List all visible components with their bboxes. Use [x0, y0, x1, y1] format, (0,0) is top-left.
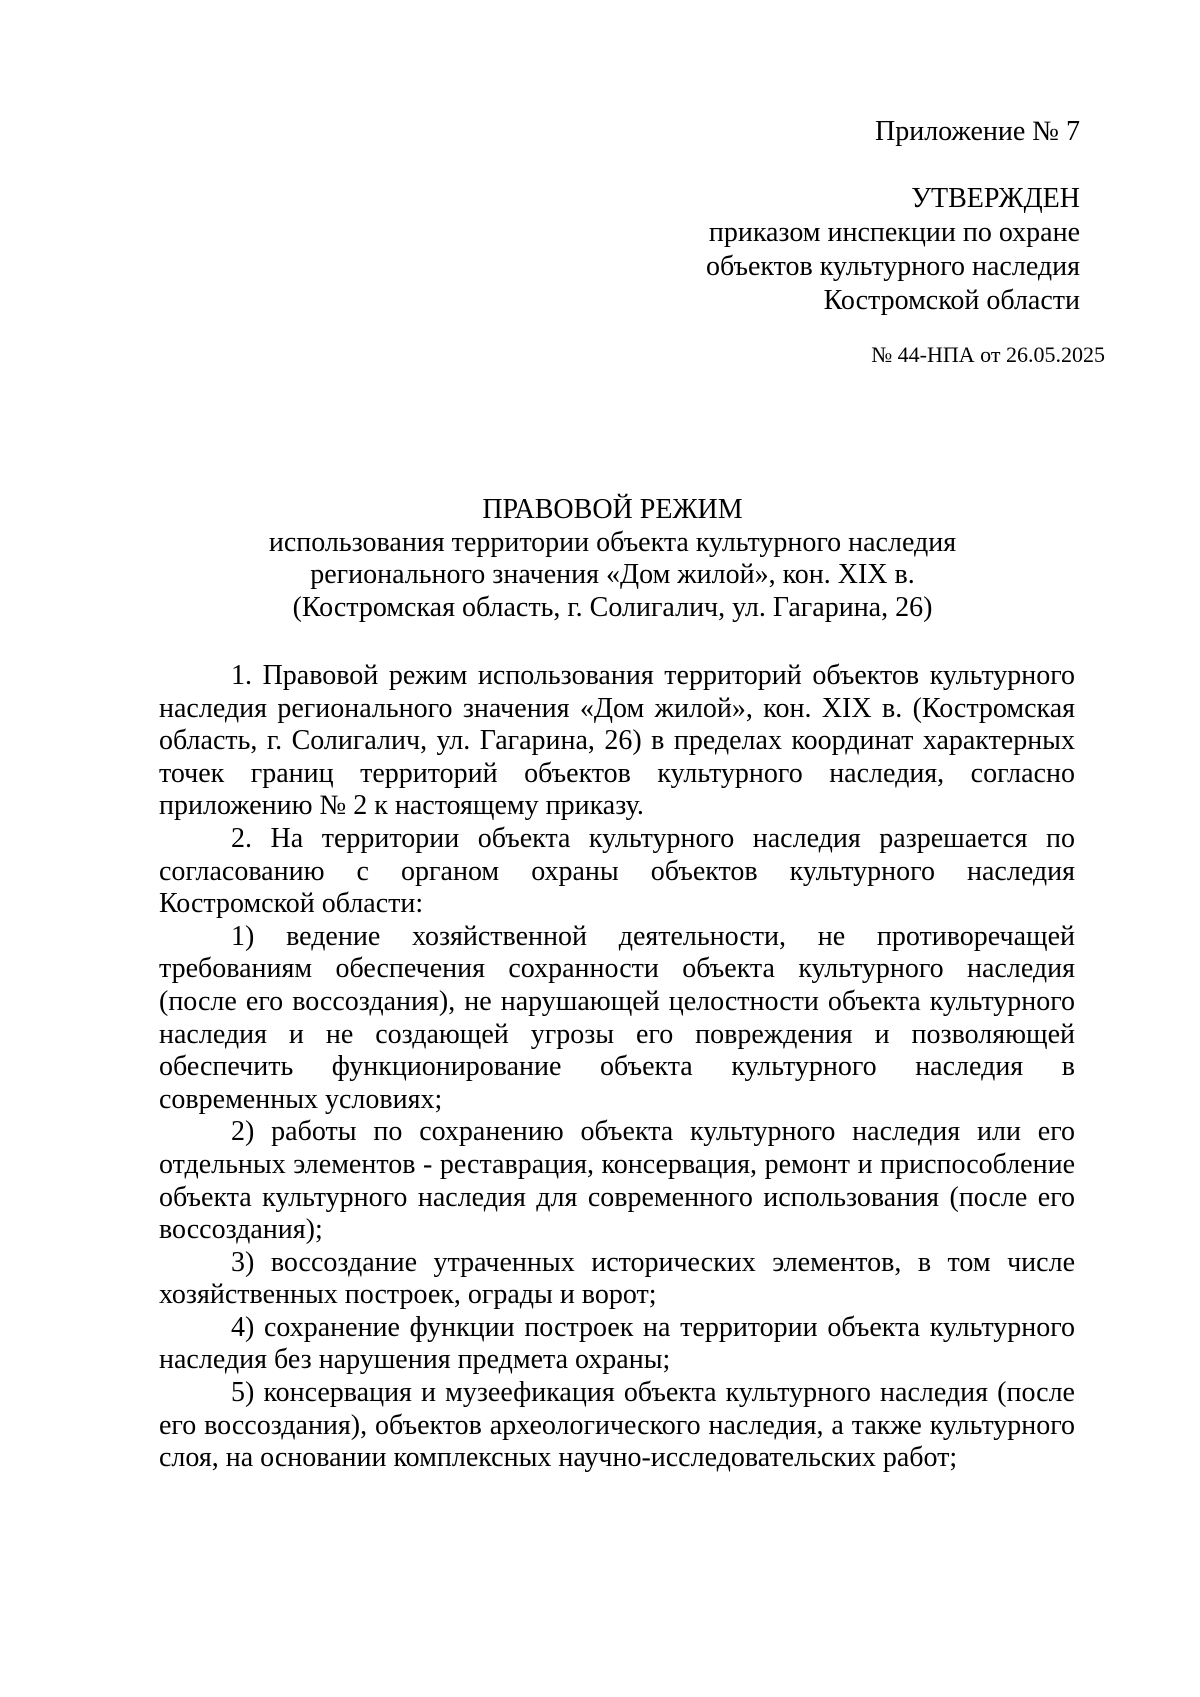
- list-item-2: 2) работы по сохранению объекта культурного наследия или его отдельных элементов - реставрация, консервация, ремонт и приспособление объекта культурного наследия для современного использования (после его воссоздания);: [159, 1116, 1075, 1246]
- title-line: (Костромская область, г. Солигалич, ул. Гагарина, 26): [292, 591, 933, 623]
- order-number: № 44-НПА от 26.05.2025: [871, 342, 1105, 367]
- title-heading: ПРАВОВОЙ РЕЖИМ: [482, 494, 743, 525]
- approval-line: Костромской области: [823, 285, 1080, 316]
- list-item-5: 5) консервация и музеефикация объекта культурного наследия (после его воссоздания), объектов археологического наследия, а также культурного слоя, на основании комплексных научно-исследовательских работ;: [159, 1377, 1075, 1474]
- approval-line: объектов культурного наследия: [705, 251, 1080, 282]
- title-line: использования территории объекта культурного наследия: [268, 526, 957, 558]
- appendix-number: Приложение № 7: [875, 116, 1080, 147]
- document-body: [159, 660, 1075, 1475]
- approval-line: приказом инспекции по охране: [708, 217, 1080, 248]
- approval-heading: УТВЕРЖДЕН: [911, 183, 1080, 214]
- paragraph-1: 1. Правовой режим использования территорий объектов культурного наследия регионального значения «Дом жилой», кон. XIX в. (Костромская область, г. Солигалич, ул. Гагарина, 26) в пределах координат характерных точек границ территорий объектов культурного наследия, согласно приложению № 2 к настоящему приказу.: [159, 660, 1075, 822]
- title-line: регионального значения «Дом жилой», кон. XIX в.: [310, 559, 915, 590]
- appendix-label: [380, 115, 1080, 149]
- list-item-4: 4) сохранение функции построек на территории объекта культурного наследия без нарушения предмета охраны;: [159, 1311, 1075, 1376]
- list-item-3: 3) воссоздание утраченных исторических элементов, в том числе хозяйственных построек, ограды и ворот;: [159, 1246, 1075, 1311]
- list-item-1: 1) ведение хозяйственной деятельности, не противоречащей требованиям обеспечения сохранности объекта культурного наследия (после его воссоздания), не нарушающей целостности объекта культурного наследия и не создающей угрозы его повреждения и позволяющей обеспечить функционирование объекта культурного наследия в современных условиях;: [159, 920, 1075, 1115]
- approval-block: [380, 182, 1080, 318]
- document-title: [150, 494, 1075, 624]
- paragraph-2: 2. На территории объекта культурного наследия разрешается по согласованию с органом охраны объектов культурного наследия Костромской области:: [159, 822, 1075, 920]
